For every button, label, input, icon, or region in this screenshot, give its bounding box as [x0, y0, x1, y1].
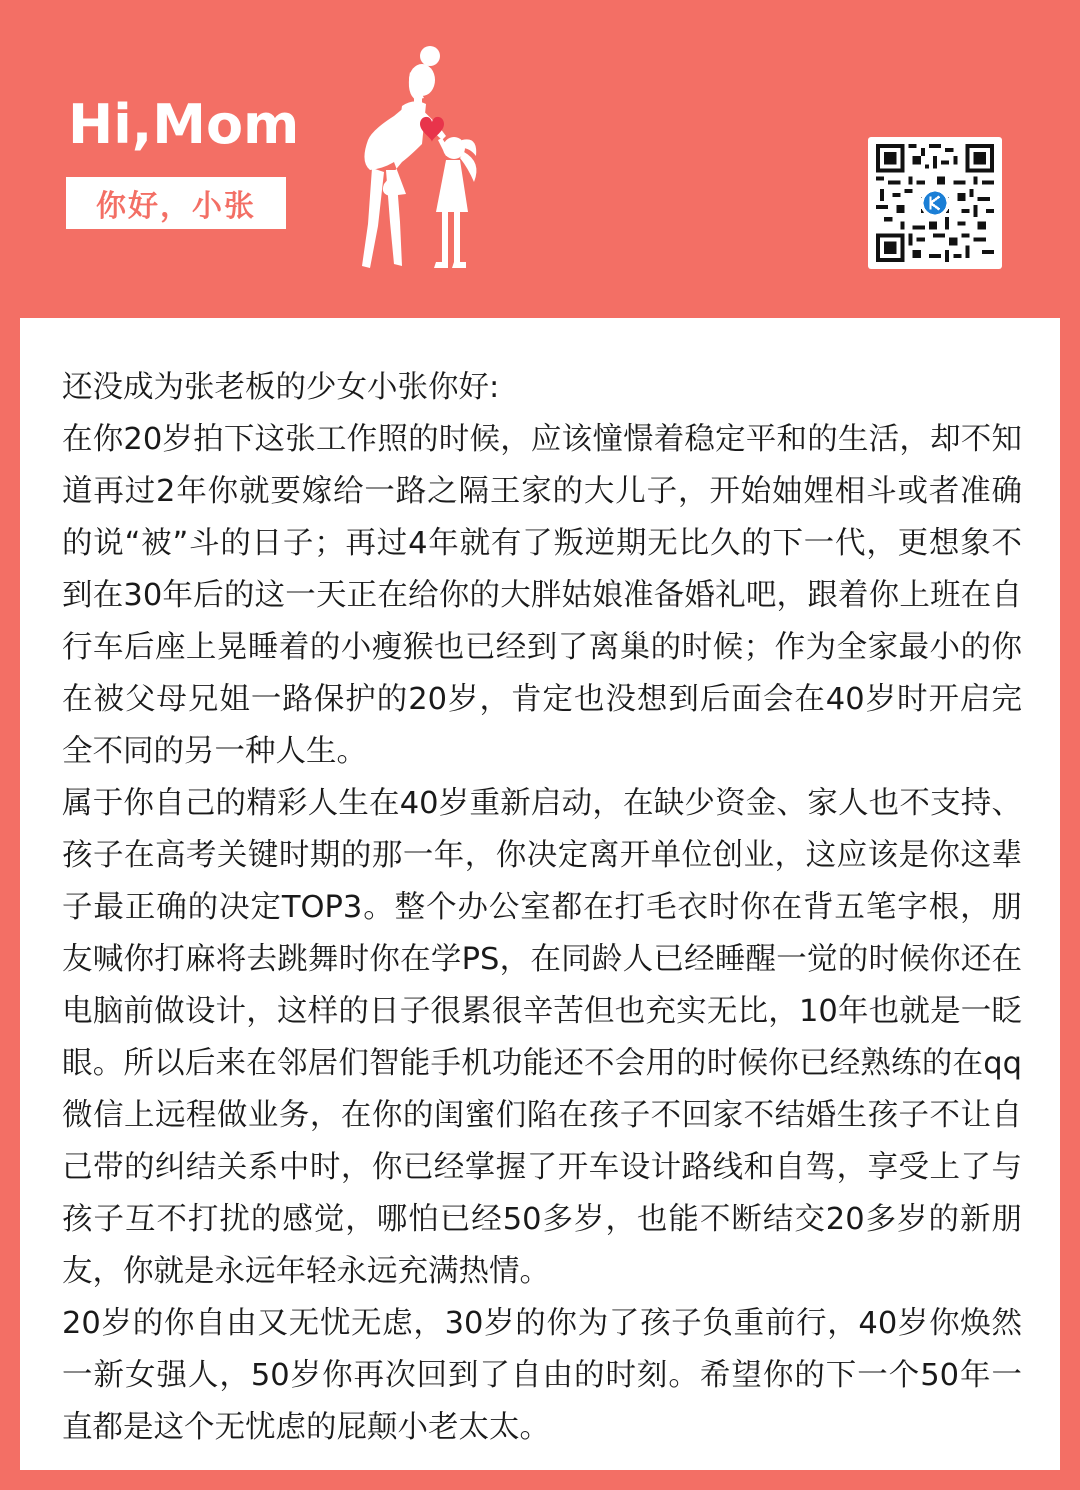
letter-paragraph: 20岁的你自由又无忧无虑，30岁的你为了孩子负重前行，40岁你焕然一新女强人，50岁你再次回到了自由的时刻。希望你的下一个50年一直都是这个无忧虑的屁颠小老太太。 — [62, 1306, 1022, 1445]
mother-daughter-illustration — [350, 44, 490, 274]
subtitle-text: 你好，小张 — [96, 189, 256, 224]
qr-code-icon — [876, 144, 994, 262]
letter-greeting: 还没成为张老板的少女小张你好: — [62, 370, 500, 405]
letter-body — [62, 362, 1022, 1454]
qr-code — [868, 137, 1002, 269]
letter-card — [20, 318, 1060, 1470]
letter-paragraph: 属于你自己的精彩人生在40岁重新启动，在缺少资金、家人也不支持、孩子在高考关键时期的那一年，你决定离开单位创业，这应该是你这辈子最正确的决定TOP3。整个办公室都在打毛衣时你在背五笔字根，朋友喊你打麻将去跳舞时你在学PS，在同龄人已经睡醒一觉的时候你还在电脑前做设计，这样的日子很累很辛苦但也充实无比，10年也就是一眨眼。所以后来在邻居们智能手机功能还不会用的时候你已经熟练的在qq微信上远程做业务，在你的闺蜜们陷在孩子不回家不结婚生孩子不让自己带的纠结关系中时，你已经掌握了开车设计路线和自驾，享受上了与孩子互不打扰的感觉，哪怕已经50多岁，也能不断结交20多岁的新朋友，你就是永远年轻永远充满热情。 — [62, 786, 1022, 1289]
mother-daughter-icon — [350, 44, 490, 274]
header-title: Hi,Mom — [68, 93, 300, 156]
letter-paragraph: 在你20岁拍下这张工作照的时候，应该憧憬着稳定平和的生活，却不知道再过2年你就要嫁给一路之隔王家的大儿子，开始妯娌相斗或者准确的说“被”斗的日子；再过4年就有了叛逆期无比久的下一代，更想象不到在30年后的这一天正在给你的大胖姑娘准备婚礼吧，跟着你上班在自行车后座上晃睡着的小瘦猴也已经到了离巢的时候；作为全家最小的你在被父母兄姐一路保护的20岁，肯定也没想到后面会在40岁时开启完全不同的另一种人生。 — [62, 422, 1022, 769]
subtitle-badge — [66, 177, 286, 229]
